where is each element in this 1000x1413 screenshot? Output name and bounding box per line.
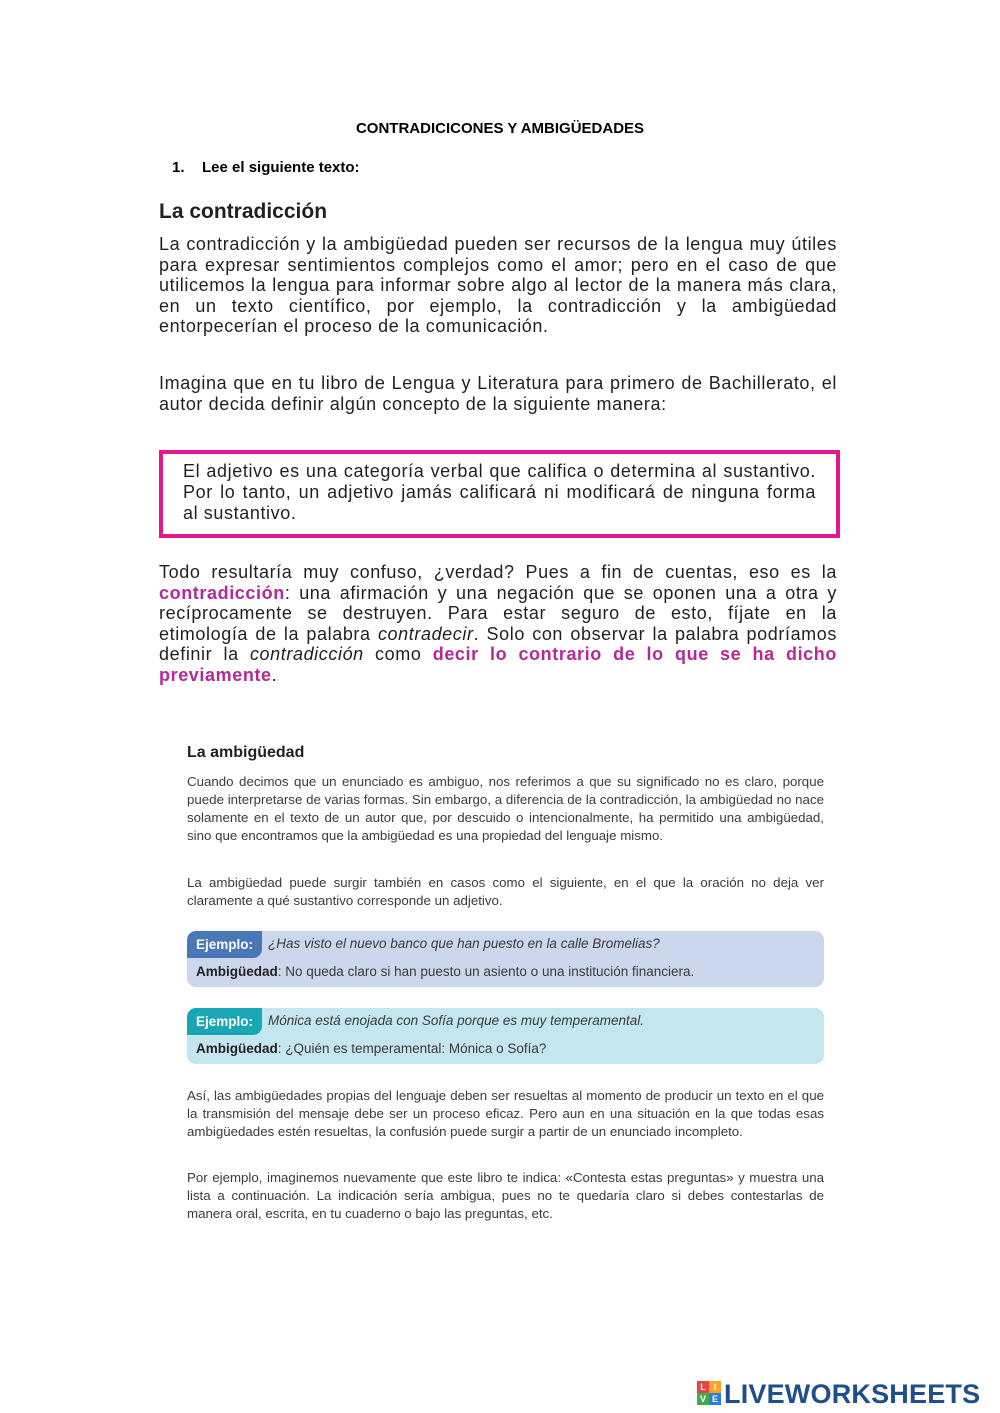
ambiguedad-paragraph-3: Así, las ambigüedades propias del lenguaje deben ser resueltas al momento de producir un texto en el que la transmisión del mensaje debe ser un proceso eficaz. Pero aun en una situación en la que todas esas ambigüedades estén resueltas, la confusión puede surgir a partir de un enunciado incompleto. <box>187 1088 824 1139</box>
ambiguedad-paragraph-1: Cuando decimos que un enunciado es ambiguo, nos referimos a que su significado no es claro, porque puede interpretarse de varias formas. Sin embargo, a diferencia de la contradicción, la ambigüedad no nace solamente en el texto de un autor que, por descuido o intencionalmente, ha permitido una ambigüedad, sino que encontramos que la ambigüedad es una propiedad del lenguaje mismo. <box>187 774 824 843</box>
logo-letter: E <box>709 1393 721 1405</box>
example-sentence: ¿Has visto el nuevo banco que han puesto en la calle Bromelias? <box>268 936 660 951</box>
ambiguity-text: : ¿Quién es temperamental: Mónica o Sofía? <box>277 1041 547 1056</box>
example-box-2 <box>187 1008 824 1064</box>
contradiccion-paragraph-1: La contradicción y la ambigüedad pueden ser recursos de la lengua muy útiles para expresar sentimientos complejos como el amor; pero en el caso de que utilicemos la lengua para informar sobre algo al lector de la manera más clara, en un texto científico, por ejemplo, la contradicción y la ambigüedad entorpecerían el proceso de la comunicación. <box>159 234 837 337</box>
contradiccion-paragraph-3 <box>159 562 837 686</box>
p3-part-3: . Solo con observar la palabra podríamos definir la <box>159 623 837 665</box>
logo-letter: V <box>697 1393 709 1405</box>
logo-letter: I <box>709 1381 721 1393</box>
ambiguity-text: : No queda claro si han puesto un asiento o una institución financiera. <box>277 964 695 979</box>
word-contradiccion: contradicción <box>249 644 364 665</box>
word-contradecir: contradecir <box>377 623 474 644</box>
contradiccion-term: contradicción <box>159 582 285 603</box>
example-tag: Ejemplo: <box>187 1008 262 1035</box>
liveworksheets-mark-icon <box>697 1381 721 1405</box>
instruction <box>172 159 360 176</box>
example-ambiguity <box>196 1041 546 1056</box>
example-ambiguity <box>196 964 694 979</box>
ambiguedad-paragraph-4: Por ejemplo, imaginemos nuevamente que este libro te indica: «Contesta estas preguntas» y muestra una lista a continuación. La indicación sería ambigua, pues no te quedaría claro si debes contestarlas de manera oral, escrita, en tu cuaderno o bajo las preguntas, etc. <box>187 1170 824 1221</box>
ambiguity-label: Ambigüedad <box>196 964 278 979</box>
instruction-text: Lee el siguiente texto: <box>202 159 360 176</box>
ambiguedad-heading: La ambigüedad <box>187 744 305 761</box>
document-title: CONTRADICICONES Y AMBIGÜEDADES <box>355 120 645 137</box>
definition-highlight: decir lo contrario de lo que se ha dicho previamente <box>159 644 837 685</box>
contradiccion-heading: La contradicción <box>159 200 328 223</box>
definition-box <box>159 450 840 538</box>
example-box-1 <box>187 931 824 987</box>
contradiccion-paragraph-2: Imagina que en tu libro de Lengua y Literatura para primero de Bachillerato, el autor decida definir algún concepto de la siguiente manera: <box>159 373 837 414</box>
p3-end: . <box>271 664 278 685</box>
example-tag: Ejemplo: <box>187 931 262 958</box>
instruction-number: 1. <box>172 159 185 176</box>
p3-part-2: : una afirmación y una negación que se oponen una a otra y recíprocamente se destruyen. Para estar seguro de esto, fíjate en la etimología de la palabra <box>159 582 837 644</box>
ambiguity-label: Ambigüedad <box>196 1041 278 1056</box>
definition-text: El adjetivo es una categoría verbal que califica o determina al sustantivo. Por lo tanto, un adjetivo jamás calificará ni modificará de ninguna forma al sustantivo. <box>183 461 816 523</box>
ambiguedad-paragraph-2: La ambigüedad puede surgir también en casos como el siguiente, en el que la oración no deja ver claramente a qué sustantivo corresponde un adjetivo. <box>187 875 824 908</box>
logo-letter: L <box>697 1381 709 1393</box>
example-sentence: Mónica está enojada con Sofía porque es muy temperamental. <box>268 1013 644 1028</box>
p3-part-4: como <box>363 644 433 665</box>
logo-text: LIVEWORKSHEETS <box>724 1379 981 1409</box>
p3-part-1: Todo resultaría muy confuso, ¿verdad? Pues a fin de cuentas, eso es la <box>159 562 837 582</box>
